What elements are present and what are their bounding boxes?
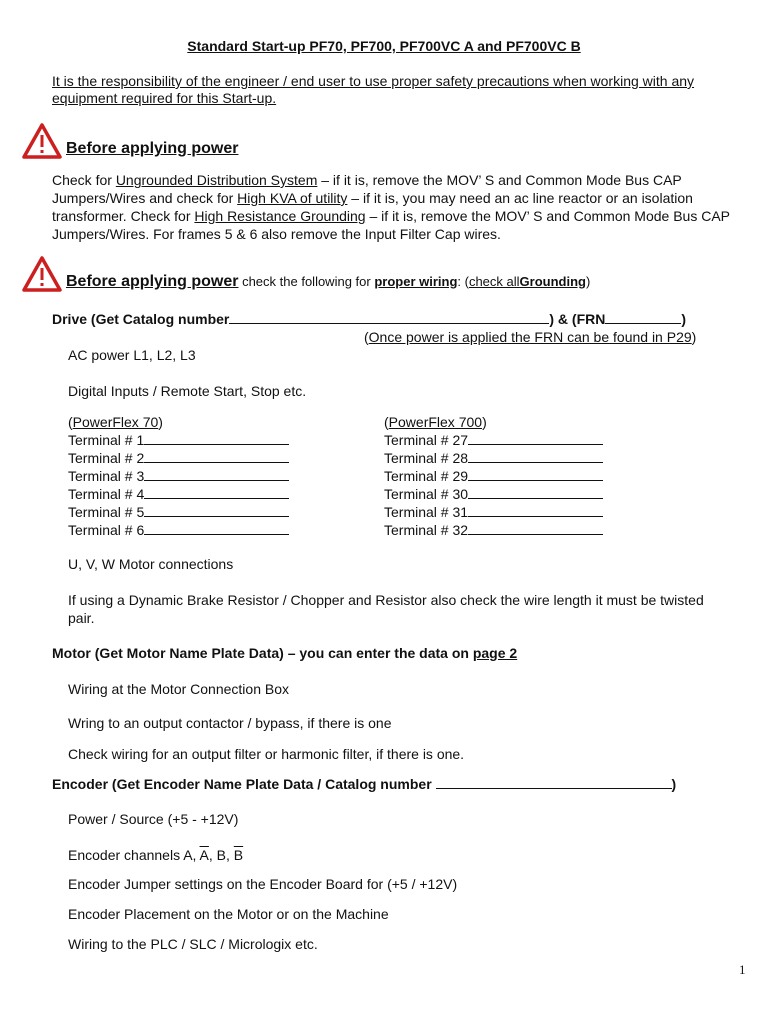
pf70-header-text: PowerFlex 70: [72, 414, 159, 430]
para-text: – if it is, remove the MOV’ S and Common Mode Bus CAP Jumpers/Wires. For frames 5 & 6 also remove the Input Filter Cap wires.: [52, 208, 730, 242]
drive-catalog-line: [52, 311, 686, 327]
heading-before-power: Before applying power: [66, 273, 239, 290]
motor-heading: [52, 645, 517, 661]
warning-triangle-icon: [22, 123, 62, 159]
terminal-blank[interactable]: [144, 450, 289, 463]
terminal-blank[interactable]: [468, 522, 603, 535]
brake-resistor-item: If using a Dynamic Brake Resistor / Chopper and Resistor also check the wire length it must be twisted pair.: [68, 592, 704, 626]
pf700-column: [384, 413, 603, 539]
encoder-label: Encoder (Get Encoder Name Plate Data / Catalog number: [52, 776, 432, 792]
encoder-jumper-item: Encoder Jumper settings on the Encoder Board for (+5 / +12V): [68, 876, 458, 892]
terminal-blank[interactable]: [468, 432, 603, 445]
frn-label: ) & (FRN: [549, 311, 606, 327]
pf700-header: (PowerFlex 700): [384, 414, 487, 430]
terminal-label: Terminal # 4: [68, 486, 145, 502]
channels-prefix: Encoder channels A,: [68, 847, 200, 863]
encoder-close: ): [671, 776, 677, 792]
terminal-row: [384, 449, 603, 467]
terminal-label: Terminal # 29: [384, 468, 469, 484]
pf700-header-text: PowerFlex 700: [388, 414, 483, 430]
terminal-label: Terminal # 1: [68, 432, 145, 448]
document-title: [0, 38, 768, 54]
uvw-item: U, V, W Motor connections: [68, 556, 234, 572]
para-text: – if it is, remove the MOV’ S and Common Mode Bus CAP Jumpers/Wires and check for: [52, 172, 682, 206]
terminal-blank[interactable]: [468, 486, 603, 499]
page-number: 1: [739, 962, 746, 977]
terminal-row: [68, 431, 289, 449]
drive-close: ): [681, 311, 687, 327]
encoder-channels-item: [68, 847, 243, 863]
terminal-row: [384, 485, 603, 503]
terminal-label: Terminal # 5: [68, 504, 145, 520]
encoder-plc-item: Wiring to the PLC / SLC / Micrologix etc.: [68, 936, 318, 952]
grounding-paragraph: [52, 171, 752, 243]
link-high-kva: High KVA of utility: [237, 190, 348, 206]
section-heading-before-power: Before applying power: [66, 140, 239, 157]
heading-check-all: check all: [468, 274, 520, 289]
terminal-row: [384, 431, 603, 449]
para-text: – if it is, you may need an ac line reactor or an isolation transformer. Check for: [52, 190, 693, 224]
terminal-blank[interactable]: [468, 504, 603, 517]
frn-blank[interactable]: [605, 311, 681, 324]
terminal-row: [384, 503, 603, 521]
terminal-row: [68, 503, 289, 521]
encoder-catalog-blank[interactable]: [436, 776, 672, 789]
channels-mid: , B,: [208, 847, 234, 863]
heading-check-text: check the following for: [238, 274, 375, 289]
channel-b-bar: $\overline{B}$: [233, 847, 244, 863]
document-title-text: Standard Start-up PF70, PF700, PF700VC A and PF700VC B: [187, 38, 581, 54]
section-heading-proper-wiring: [66, 273, 590, 291]
drive-label: Drive (Get Catalog number: [52, 311, 230, 327]
terminal-blank[interactable]: [468, 468, 603, 481]
motor-item: Wiring at the Motor Connection Box: [68, 681, 289, 697]
link-ungrounded-distribution: Ungrounded Distribution System: [115, 172, 318, 188]
terminal-blank[interactable]: [144, 468, 289, 481]
digital-inputs-item: Digital Inputs / Remote Start, Stop etc.: [68, 383, 307, 399]
ac-power-item: AC power L1, L2, L3: [68, 347, 196, 363]
pf70-header: (PowerFlex 70): [68, 414, 163, 430]
terminal-label: Terminal # 31: [384, 504, 469, 520]
terminal-blank[interactable]: [468, 450, 603, 463]
terminal-label: Terminal # 27: [384, 432, 469, 448]
para-text: Check for: [52, 172, 116, 188]
terminal-blank[interactable]: [144, 522, 289, 535]
terminal-row: [384, 467, 603, 485]
motor-item: Wring to an output contactor / bypass, if there is one: [68, 715, 392, 731]
terminal-label: Terminal # 28: [384, 450, 469, 466]
terminal-label: Terminal # 6: [68, 522, 145, 538]
pf70-column: [68, 413, 289, 539]
frn-note-close: ): [691, 329, 697, 345]
terminal-blank[interactable]: [144, 432, 289, 445]
terminal-blank[interactable]: [144, 486, 289, 499]
terminal-row: [384, 521, 603, 539]
terminal-label: Terminal # 32: [384, 522, 469, 538]
heading-grounding: Grounding: [519, 274, 586, 289]
heading-proper-wiring: proper wiring: [374, 274, 458, 289]
encoder-heading: [52, 776, 676, 792]
frn-note-text: Once power is applied the FRN can be found in P29: [368, 329, 692, 345]
terminal-row: [68, 521, 289, 539]
terminal-label: Terminal # 2: [68, 450, 145, 466]
safety-disclaimer: It is the responsibility of the engineer / end user to use proper safety precautions when working with any equipment required for this Start-up.: [52, 73, 695, 106]
encoder-power-item: Power / Source (+5 - +12V): [68, 811, 239, 827]
heading-close: ): [585, 274, 591, 289]
channel-a-bar: $\overline{A}$: [199, 847, 209, 863]
terminal-blank[interactable]: [144, 504, 289, 517]
motor-label: Motor (Get Motor Name Plate Data) – you can enter the data on: [52, 645, 473, 661]
link-high-resistance-grounding: High Resistance Grounding: [194, 208, 366, 224]
terminal-label: Terminal # 3: [68, 468, 145, 484]
terminal-label: Terminal # 30: [384, 486, 469, 502]
page-2-link[interactable]: page 2: [472, 645, 518, 661]
encoder-placement-item: Encoder Placement on the Motor or on the Machine: [68, 906, 389, 922]
heading-colon: : (: [457, 274, 469, 289]
terminal-row: [68, 467, 289, 485]
frn-note: [364, 329, 696, 345]
catalog-number-blank[interactable]: [229, 311, 549, 324]
frn-note-open: (: [364, 329, 369, 345]
terminal-row: [68, 449, 289, 467]
terminal-row: [68, 485, 289, 503]
motor-item: Check wiring for an output filter or harmonic filter, if there is one.: [68, 746, 465, 762]
warning-triangle-icon: [22, 256, 62, 292]
